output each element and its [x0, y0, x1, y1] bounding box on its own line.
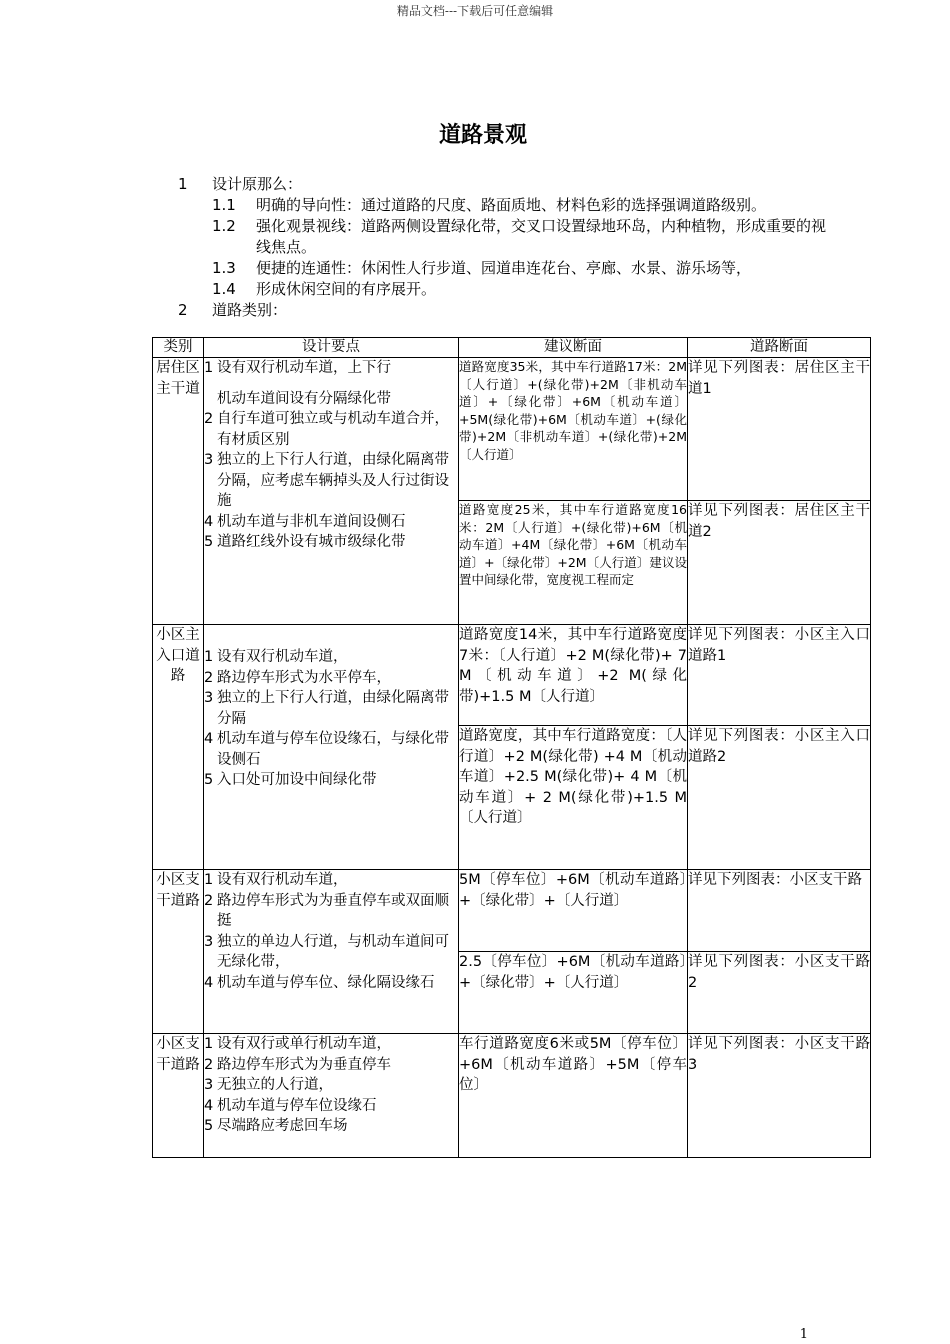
point-text: 设有双行机动车道， — [217, 649, 348, 665]
suggested-section-cell: 道路宽度35米，其中车行道路17米：2M〔人行道〕+(绿化带)+2M〔非机动车道〕+〔绿化带〕+6M〔机动车道〕+5M(绿化带)+6M〔机动车道〕+(绿化带)+2M〔非机动车道〕+(绿化带)+2M〔人行道〕 — [459, 358, 688, 501]
point-number: 1 — [204, 649, 214, 665]
header-road-section: 道路断面 — [688, 338, 871, 358]
design-point — [204, 1116, 458, 1137]
point-text: 设有双行机动车道，上下行 — [217, 360, 391, 376]
point-text: 设有双行或单行机动车道， — [217, 1036, 391, 1052]
outline-text: 形成休闲空间的有序展开。 — [256, 280, 437, 298]
road-section-reference: 详见下列图表：小区主入口道路2 — [688, 726, 871, 870]
point-number: 4 — [204, 1097, 214, 1114]
point-text: 路边停车形式为水平停车， — [217, 669, 391, 686]
point-number: 2 — [204, 669, 214, 686]
road-section-reference: 详见下列图表：小区支干路3 — [688, 1034, 871, 1158]
design-point — [204, 647, 458, 668]
suggested-section-cell: 道路宽度25米，其中车行道路宽度16米：2M〔人行道〕+(绿化带)+6M〔机动车道〕+4M〔绿化带〕+6M〔机动车道〕+〔绿化带〕+2M〔人行道〕建议设置中间绿化带，宽度视工程而定 — [459, 501, 688, 625]
point-number: 1 — [204, 360, 214, 376]
page-header: 精品文档---下载后可任意编辑 — [396, 4, 554, 18]
point-text: 尽端路应考虑回车场 — [217, 1118, 348, 1134]
design-point — [204, 891, 458, 932]
road-category-table — [152, 337, 871, 1158]
point-number: 2 — [204, 1056, 214, 1073]
design-point — [204, 358, 458, 379]
design-point — [204, 389, 458, 410]
point-text: 道路红线外设有城市级绿化带 — [217, 534, 406, 550]
point-text: 独立的上下行人行道，由绿化隔离带分隔，应考虑车辆掉头及人行过街设施 — [217, 452, 449, 509]
design-point — [204, 770, 458, 791]
point-text: 机动车道与停车位设缘石，与绿化带设侧石 — [217, 731, 449, 768]
header-suggested-section: 建议断面 — [459, 338, 688, 358]
design-point — [204, 1055, 458, 1076]
design-point — [204, 1034, 458, 1055]
point-text: 路边停车形式为为垂直停车或双面顺挺 — [217, 892, 449, 929]
design-point — [204, 668, 458, 689]
outline-number: 1 — [178, 175, 188, 193]
suggested-section-cell: 2.5〔停车位〕+6M〔机动车道路〕+〔绿化带〕+〔人行道〕 — [459, 952, 688, 1034]
design-point — [204, 688, 458, 729]
point-text: 独立的单边人行道，与机动车道间可无绿化带， — [217, 933, 449, 970]
design-point — [204, 870, 458, 891]
design-points-cell — [204, 1034, 459, 1158]
outline-number: 1.2 — [212, 217, 236, 235]
point-text: 机动车道与停车位、绿化隔设缘石 — [217, 974, 435, 991]
outline-text: 道路类别： — [212, 301, 288, 319]
table-header-row — [153, 338, 871, 358]
outline-item — [150, 258, 830, 279]
table-row — [153, 1034, 871, 1158]
suggested-section-cell: 5M〔停车位〕+6M〔机动车道路〕+〔绿化带〕+〔人行道〕 — [459, 870, 688, 952]
point-text: 机动车道与停车位设缘石 — [217, 1097, 377, 1114]
design-points-cell — [204, 870, 459, 1034]
point-number: 1 — [204, 1036, 214, 1052]
outline-number: 1.4 — [212, 280, 236, 298]
point-number: 5 — [204, 772, 214, 788]
design-point — [204, 512, 458, 533]
header-category: 类别 — [153, 338, 204, 358]
outline-item — [150, 174, 830, 195]
suggested-section-cell: 车行道路宽度6米或5M〔停车位〕+6M〔机动车道路〕+5M〔停车位〕 — [459, 1034, 688, 1158]
suggested-section-cell: 道路宽度，其中车行道路宽度：〔人行道〕+2 M(绿化带) +4 M〔机动车道〕+2.5 M(绿化带)+ 4 M〔机动车道〕+ 2 M(绿化带)+1.5 M〔人行道〕 — [459, 726, 688, 870]
point-text: 机动车道间设有分隔绿化带 — [217, 390, 391, 407]
category-cell: 居住区主干道 — [153, 358, 204, 625]
point-number: 4 — [204, 974, 214, 991]
table-row — [153, 358, 871, 501]
category-cell: 小区支干道路 — [153, 870, 204, 1034]
point-text: 机动车道与非机车道间设侧石 — [217, 513, 406, 530]
table-row — [153, 870, 871, 952]
point-number: 5 — [204, 1118, 214, 1134]
outline-item — [150, 195, 830, 216]
outline-text: 明确的导向性：通过道路的尺度、路面质地、材料色彩的选择强调道路级别。 — [256, 196, 767, 214]
table-row — [153, 625, 871, 726]
road-section-reference: 详见下列图表：小区主入口道路1 — [688, 625, 871, 726]
design-point — [204, 532, 458, 553]
document-title: 道路景观 — [438, 122, 527, 148]
outline-text: 便捷的连通性：休闲性人行步道、园道串连花台、亭廊、水景、游乐场等， — [256, 259, 752, 277]
point-number: 3 — [204, 1077, 214, 1093]
design-point — [204, 1075, 458, 1096]
page-number: 1 — [799, 1327, 808, 1342]
outline-number: 1.1 — [212, 196, 236, 214]
point-number: 2 — [204, 892, 214, 909]
road-section-reference: 详见下列图表：小区支干路2 — [688, 952, 871, 1034]
design-points-cell — [204, 358, 459, 625]
point-text: 设有双行机动车道， — [217, 872, 348, 888]
design-point — [204, 932, 458, 973]
point-number — [204, 389, 217, 410]
point-number: 4 — [204, 731, 214, 747]
outline-text: 强化观景视线：道路两侧设置绿化带，交叉口设置绿地环岛，内种植物，形成重要的视线焦点。 — [256, 217, 827, 256]
point-number: 2 — [204, 411, 214, 427]
design-point — [204, 1096, 458, 1117]
road-section-reference: 详见下列图表：小区支干路 — [688, 870, 871, 952]
point-text: 自行车道可独立或与机动车道合并，有材质区别 — [217, 411, 449, 448]
design-point — [204, 450, 458, 512]
category-cell: 小区主入口道路 — [153, 625, 204, 870]
category-cell: 小区支干道路 — [153, 1034, 204, 1158]
outline-item — [150, 279, 830, 300]
design-outline — [150, 174, 830, 321]
design-point — [204, 409, 458, 450]
outline-number: 1.3 — [212, 259, 236, 277]
outline-item — [150, 300, 830, 321]
outline-item — [150, 216, 830, 258]
header-design-points: 设计要点 — [204, 338, 459, 358]
design-point — [204, 729, 458, 770]
point-number: 3 — [204, 933, 214, 950]
point-number: 5 — [204, 534, 214, 550]
design-points-cell — [204, 625, 459, 870]
point-number: 3 — [204, 452, 214, 468]
point-number: 1 — [204, 872, 214, 888]
suggested-section-cell: 道路宽度14米，其中车行道路宽度7米：〔人行道〕+2 M(绿化带)+ 7 M〔机动车道〕+2 M(绿化带)+1.5 M〔人行道〕 — [459, 625, 688, 726]
point-number: 4 — [204, 513, 214, 530]
point-number: 3 — [204, 690, 214, 706]
point-text: 无独立的人行道， — [217, 1077, 333, 1093]
road-section-reference: 详见下列图表：居住区主干道2 — [688, 501, 871, 625]
design-point — [204, 973, 458, 994]
outline-number: 2 — [178, 301, 188, 319]
point-text: 独立的上下行人行道，由绿化隔离带分隔 — [217, 690, 449, 727]
point-text: 路边停车形式为为垂直停车 — [217, 1056, 391, 1073]
point-text: 入口处可加设中间绿化带 — [217, 772, 377, 788]
outline-text: 设计原那么： — [212, 175, 303, 193]
road-section-reference: 详见下列图表：居住区主干道1 — [688, 358, 871, 501]
